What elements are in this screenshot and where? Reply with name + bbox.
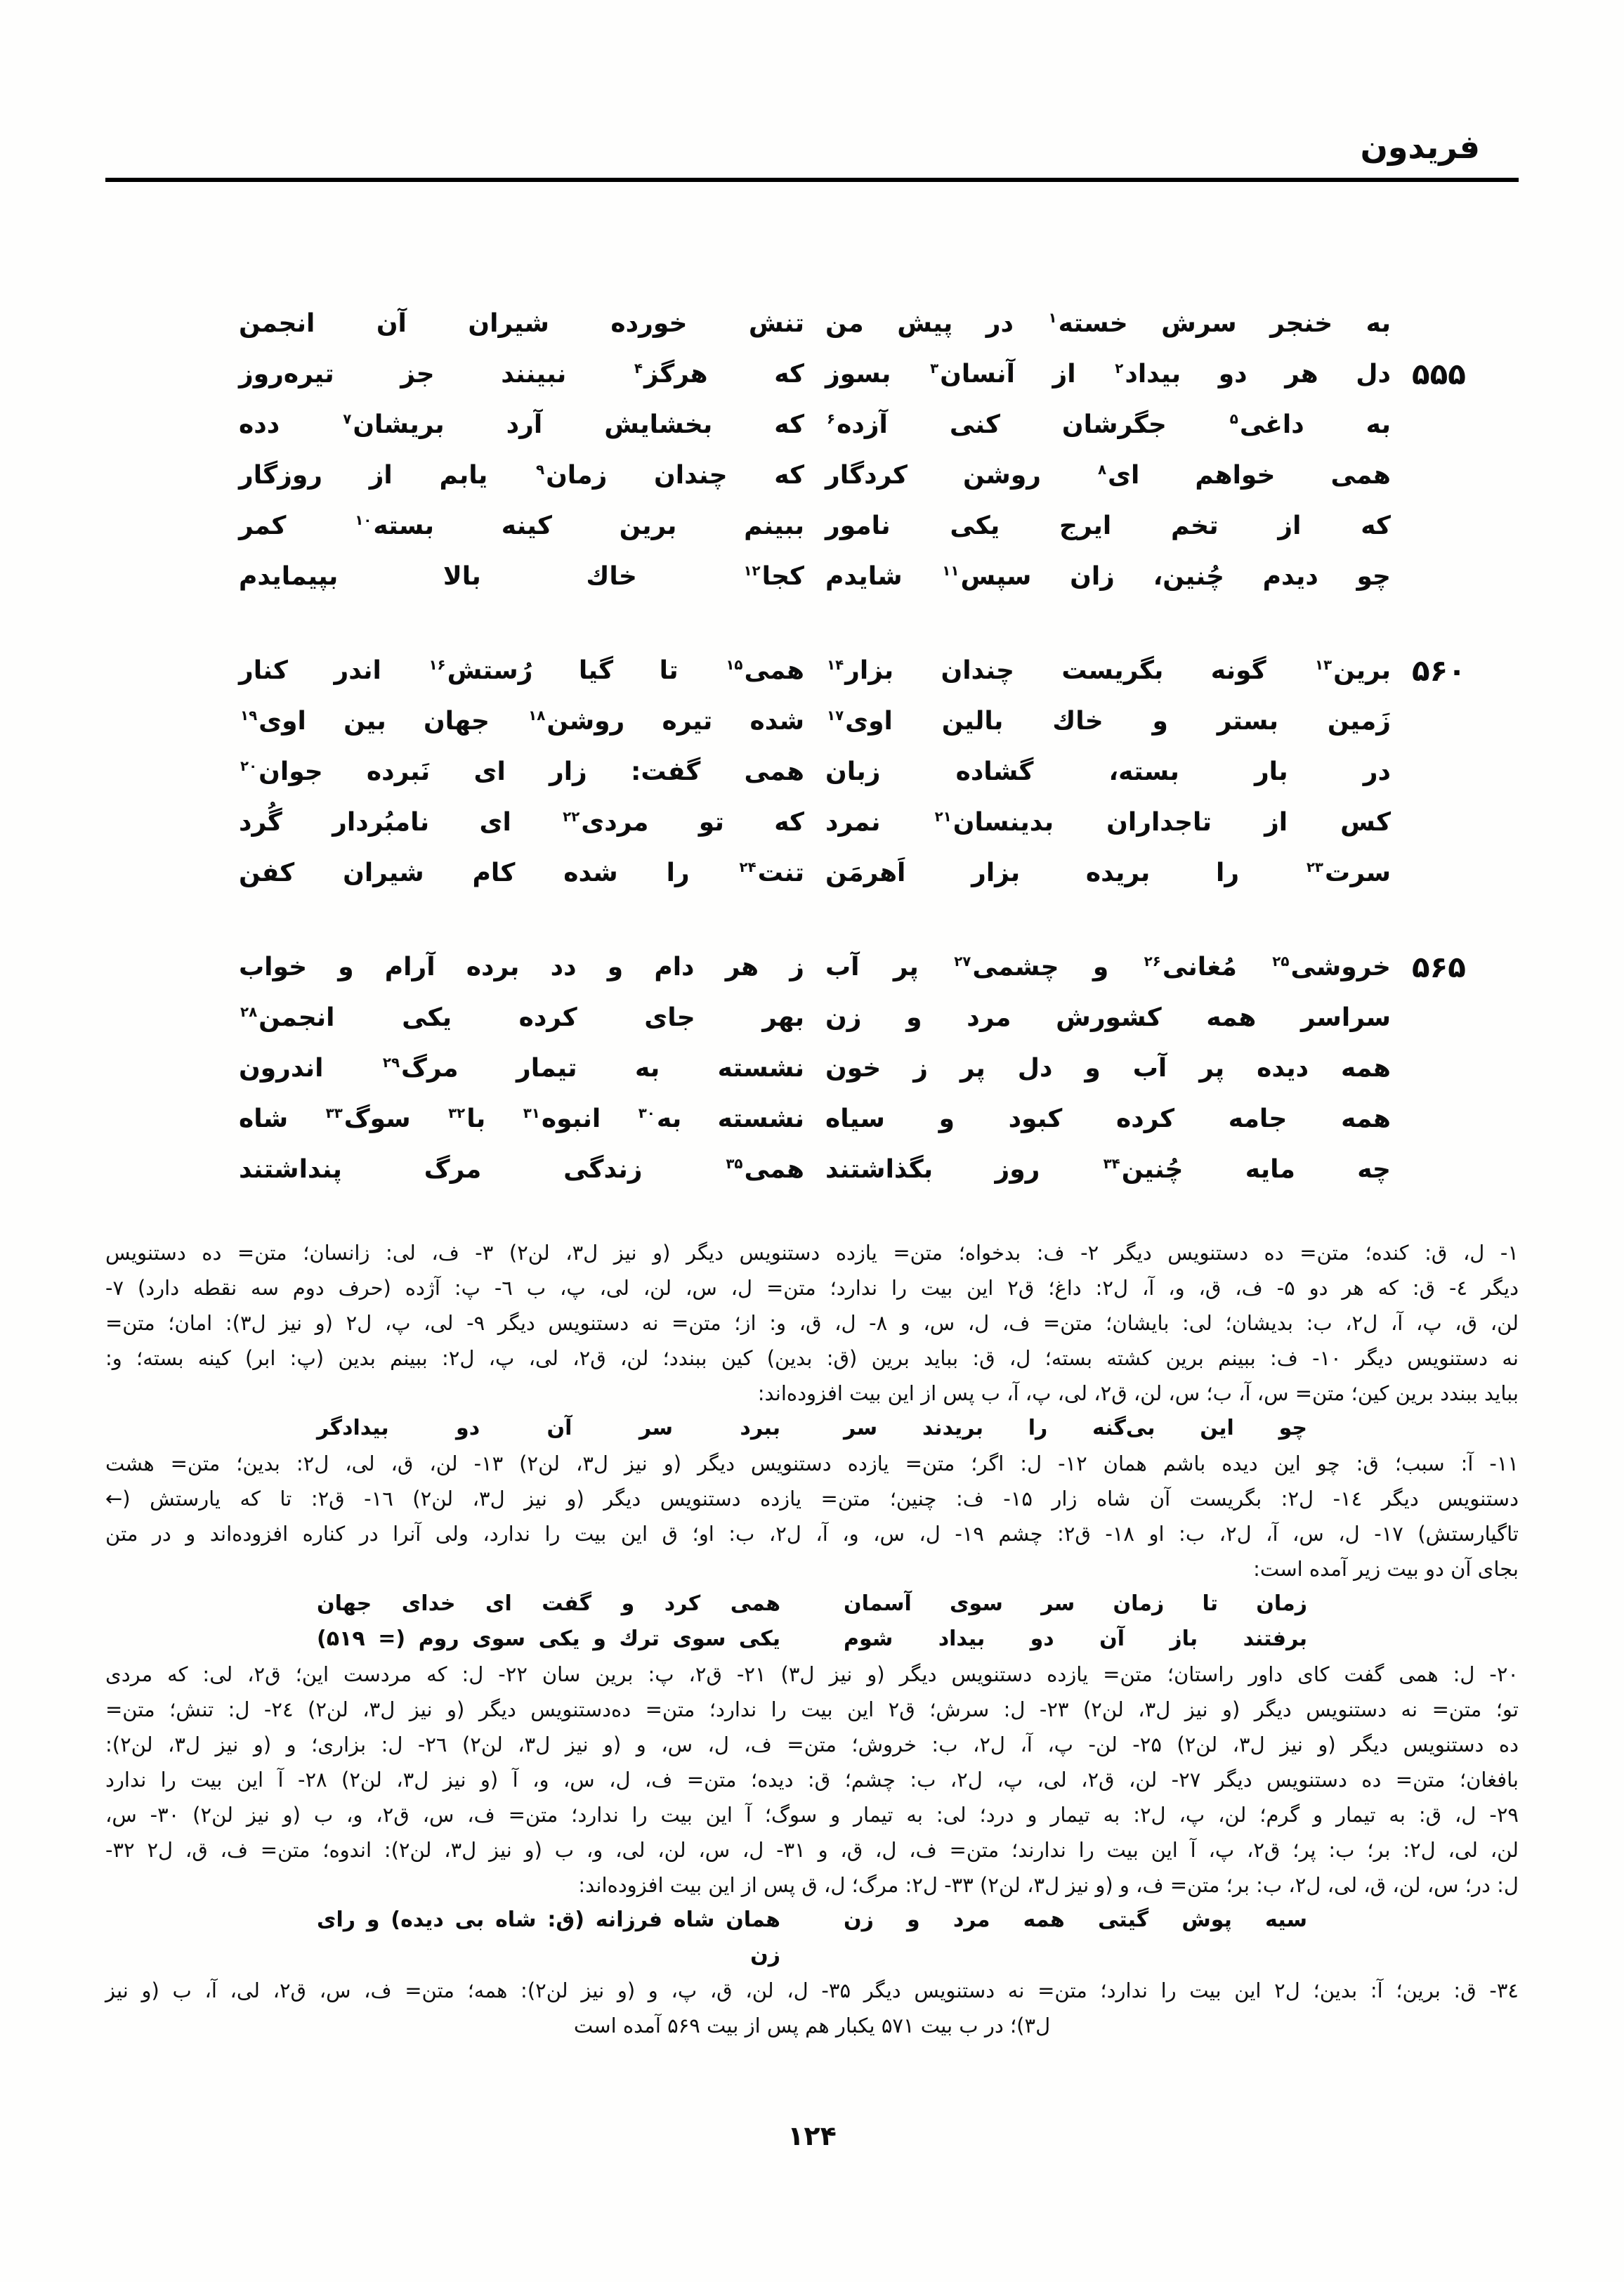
page-number: ۱۲۴ xyxy=(787,2120,837,2151)
couplet-row xyxy=(239,450,1517,501)
footnote-verse xyxy=(105,1411,1519,1446)
footnotes-block xyxy=(105,1235,1519,2043)
verse-hemistich-left: ببرد سر آن دو بیدادگر xyxy=(317,1416,780,1440)
hemistich-right: دل هر دو بیداد$^۲$ از آنسان$^۳$ بسوز xyxy=(825,360,1391,389)
hemistich-left: ز هر دام و دد برده آرام و خواب xyxy=(239,953,804,982)
footnote-line: تاگیارستش) ۱۷- ل، س، آ، ل۲، ب: او ۱۸- ق۲: چشم ۱۹- ل، س، و، آ، ل۲، ب: او؛ ق این بیت را ندارد، ولی آنرا در کناره افزوده‌اند و در متن xyxy=(105,1522,1519,1546)
stanza xyxy=(239,942,1517,1195)
hemistich-right: برین$^{۱۳}$ گونه بگریست چندان بزار$^{۱۴}$ xyxy=(827,656,1391,685)
footnote-line: نه دستنویس دیگر ۱۰- ف: ببینم برین کشته بسته؛ ل، ق: بباید برین (ق: بدین) کین ببندد؛ لن، ق۲، لی، پ، ل۲: ببینم بدین (پ: ابر) کینه بسته؛ و: xyxy=(105,1346,1519,1370)
footnote-line: لن، لی، ل۲: بر؛ ب: پر؛ ق۲، پ، آ این بیت را ندارند؛ متن= ف، ل، ق، و ۳۱- ل، س، لن، لی، و، ب (و نیز ل۳، لن۲): اندوه؛ متن= ف، ق، ل۲ ۳۲- xyxy=(105,1838,1519,1862)
couplet-row xyxy=(239,349,1517,400)
hemistich-right: همی خواهم ای$^۸$ روشن کردگار xyxy=(825,461,1391,490)
couplet-row xyxy=(239,747,1517,797)
couplet-row xyxy=(239,1094,1517,1145)
couplet-row xyxy=(239,552,1517,602)
hemistich-left: همی$^{۱۵}$ تا گیا رُستش$^{۱۶}$ اندر کنار xyxy=(239,656,804,685)
hemistich-right: که از تخم ایرج یکی نامور xyxy=(825,511,1391,540)
footnote-line: ۲۹- ل، ق: به تیمار و گرم؛ لن، پ، ل۲: به تیمار و درد؛ لی: به تیمار و سوگ؛ آ این بیت را ندارد؛ متن= ف، س، ق۲، و، ب (و نیز لن۲) ۳۰- س، xyxy=(105,1803,1519,1827)
verse-hemistich-left: همی کرد و گفت ای خدای جهان xyxy=(317,1591,780,1616)
hemistich-left: نشسته به$^{۳۰}$ انبوه$^{۳۱}$ با$^{۳۲}$ سوگ$^{۳۳}$ شاه xyxy=(239,1104,804,1133)
verse-hemistich-right: سیه پوش گیتی همه مرد و زن xyxy=(844,1908,1307,1932)
couplet-row xyxy=(239,942,1517,993)
verse-hemistich-right: برفتند باز آن دو بیداد شوم xyxy=(844,1626,1307,1651)
footnote-line: بباید ببندد برین کین؛ متن= س، آ، ب؛ س، لن، ق۲، لی، پ، آ، ب پس از این بیت افزوده‌اند: xyxy=(757,1381,1519,1405)
hemistich-left: تنت$^{۲۴}$ را شده کام شیران کفن xyxy=(239,859,804,887)
hemistich-right: سراسر همه کشورش مرد و زن xyxy=(825,1003,1391,1032)
footnote-verse xyxy=(105,1586,1519,1622)
hemistich-left: که هرگز$^۴$ نبینند جز تیره‌روز xyxy=(239,360,804,389)
hemistich-right: به خنجر سرش خسته$^۱$ در پیش من xyxy=(825,309,1391,338)
hemistich-left: ببینم برین کینه بسته$^{۱۰}$ کمر xyxy=(239,511,804,540)
footnote-line: تو؛ متن= نه دستنویس دیگر (و نیز ل۳، لن۲) ۲۳- ل: سرش؛ ق۲ این بیت را ندارد؛ متن= ده‌دستنویس دیگر (و نیز ل۳، لن۲) ۲٤- ل: تنش؛ متن= xyxy=(105,1697,1519,1721)
hemistich-right: زَمین بستر و خاك بالین اوی$^{۱۷}$ xyxy=(827,707,1391,736)
footnote-line: ۳٤- ق: برین؛ آ: بدین؛ ل۲ این بیت را ندارد؛ متن= نه دستنویس دیگر ۳۵- ل، لن، ق، پ، و (و نیز لن۲): همه؛ متن= ف، س، ق۲، لی، آ، ب (و نیز xyxy=(105,1978,1519,2002)
footnote-line: بجای آن دو بیت زیر آمده است: xyxy=(1253,1557,1519,1581)
stanza xyxy=(239,646,1517,899)
header-rule xyxy=(105,178,1519,182)
hemistich-left: همی گفت: زار ای نَبرده جوان$^{۲۰}$ xyxy=(240,757,804,786)
poem-block xyxy=(239,299,1517,1195)
couplet-row xyxy=(239,848,1517,899)
verse-hemistich-right: چو این بی‌گنه را بریدند سر xyxy=(844,1416,1307,1440)
hemistich-right: چه مایه چُنین$^{۳۴}$ روز بگذاشتند xyxy=(825,1155,1391,1184)
stanza xyxy=(239,299,1517,602)
hemistich-right: به داغی$^۵$ جگرشان کنی آزده$^۶$ xyxy=(827,410,1391,439)
footnote-line: ۲۰- ل: همی گفت کای داور راستان؛ متن= یازده دستنویس دیگر (و نیز ل۳) ۲۱- ق۲، پ: برین سان ۲۲- ل: که مردست این؛ ق۲، لی: که مردی xyxy=(105,1662,1519,1686)
hemistich-left: که چندان زمان$^۹$ یابم از روزگار xyxy=(239,461,805,490)
hemistich-left: نشسته به تیمار مرگ$^{۲۹}$ اندرون xyxy=(239,1054,804,1083)
hemistich-right: همه دیده پر آب و دل پر ز خون xyxy=(825,1054,1391,1083)
hemistich-right: چو دیدم چُنین، زان سپس$^{۱۱}$ شایدم xyxy=(825,562,1391,591)
couplet-row xyxy=(239,696,1517,747)
couplet-row xyxy=(239,1145,1517,1195)
footnote-line: بافغان؛ متن= ده دستنویس دیگر ۲۷- لن، ق۲، لی، پ، ل۲، ب: چشم؛ ق: دیده؛ متن= ف، ل، س، و، آ (و نیز ل۳، لن۲) ۲۸- آ این بیت را ندارد xyxy=(105,1768,1519,1792)
hemistich-right: سرت$^{۲۳}$ را بریده بزار اَهرمَن xyxy=(825,859,1391,887)
verse-hemistich-right: زمان تا زمان سر سوی آسمان xyxy=(844,1591,1307,1616)
hemistich-right: خروشی$^{۲۵}$ مُغانی$^{۲۶}$ و چشمی$^{۲۷}$ پر آب xyxy=(825,953,1391,982)
couplet-row xyxy=(239,501,1517,552)
verse-hemistich-left: یکی سوی ترك و یکی سوی روم (= ۵۱۹) xyxy=(317,1626,780,1651)
footnote-line: ده دستنویس دیگر (و نیز ل۳، لن۲) ۲۵- لن- پ، آ، ل۲، ب: خروش؛ متن= ف، ل، س، و (و نیز ل۳، لن۲) ۲٦- ل: بزاری؛ و (و نیز ل۳، لن۲): xyxy=(105,1733,1519,1756)
footnote-verse xyxy=(105,1903,1519,1973)
hemistich-left: که تو مردی$^{۲۲}$ ای نامبُردار گُرد xyxy=(239,808,804,837)
hemistich-left: کجا$^{۱۲}$ خاك بالا بپیمایدم xyxy=(239,562,804,591)
verse-number: ۵۶۵ xyxy=(1412,950,1466,984)
couplet-row xyxy=(239,299,1517,349)
verse-hemistich-left: همان شاه فرزانه (ق: شاه بی دیده) و رای زن xyxy=(317,1908,780,1967)
footnote-line: لن، ق، پ، آ، ل۲، ب: بدیشان؛ لی: بایشان؛ متن= ف، ل، س، و ۸- ل، ق، و: از؛ متن= نه دستنویس دیگر ۹- لی، پ، ل۲ (و نیز ل۳): امان؛ متن= xyxy=(105,1311,1519,1335)
footnote-line: دستنویس دیگر ۱٤- ل۲: بگریست آن شاه زار ۱۵- ف: چنین؛ متن= یازده دستنویس دیگر (و نیز ل۳، لن۲) ۱٦- ق۲: تا که یارستش (← xyxy=(105,1487,1519,1511)
hemistich-left: تنش خورده شیران آن انجمن xyxy=(239,309,804,338)
footnote-line: ۱۱- آ: سبب؛ ق: چو این دیده باشم همان ۱۲- ل: اگر؛ متن= یازده دستنویس دیگر (و نیز ل۳، لن۲) ۱۳- لن، ق، لی، ل۲: بدین؛ متن= هشت xyxy=(105,1452,1519,1475)
footnote-verse xyxy=(105,1622,1519,1657)
footnote-line: ل: در؛ س، لن، ق، لی، ل۲، ب: بر؛ متن= ف، و (و نیز ل۳، لن۲) ۳۳- ل۲: مرگ؛ ل، ق پس از این بیت افزوده‌اند: xyxy=(578,1873,1519,1897)
couplet-row xyxy=(239,797,1517,848)
hemistich-left: که بخشایش آرد بریشان$^۷$ دده xyxy=(239,410,805,439)
hemistich-right: در بار بسته، گشاده زبان xyxy=(825,757,1391,786)
footnote-line: ۱- ل، ق: کنده؛ متن= ده دستنویس دیگر ۲- ف: بدخواه؛ متن= یازده دستنویس دیگر (و نیز ل۳، لن۲) ۳- ف، لی: زانسان؛ متن= ده دستنویس xyxy=(105,1241,1519,1265)
hemistich-left: همی$^{۳۵}$ زندگی مرگ پنداشتند xyxy=(239,1155,804,1184)
hemistich-right: کس از تاجداران بدینسان$^{۲۱}$ نمرد xyxy=(825,808,1391,837)
page-header-title: فریدون xyxy=(1360,128,1480,166)
couplet-row xyxy=(239,646,1517,696)
hemistich-right: همه جامه کرده کبود و سیاه xyxy=(825,1104,1391,1133)
verse-number: ۵۶۰ xyxy=(1412,653,1466,688)
couplet-row xyxy=(239,1043,1517,1094)
couplet-row xyxy=(239,400,1517,450)
footnote-line: ل۳)؛ در ب بیت ۵۷۱ یکبار هم پس از بیت ۵۶۹ آمده است xyxy=(573,2014,1051,2038)
couplet-row xyxy=(239,993,1517,1043)
hemistich-left: شده تیره روشن$^{۱۸}$ جهان بین اوی$^{۱۹}$ xyxy=(240,707,805,736)
hemistich-left: بهر جای کرده یکی انجمن$^{۲۸}$ xyxy=(240,1003,804,1032)
footnote-line: دیگر ٤- ق: که هر دو ۵- ف، ق، و، آ، ل۲: داغ؛ ق۲ این بیت را ندارد؛ متن= ل، س، لن، لی، پ، ب ٦- پ: آژده (حرف دوم سه نقطه دارد) ۷- xyxy=(105,1276,1519,1300)
verse-number: ۵۵۵ xyxy=(1412,357,1466,391)
